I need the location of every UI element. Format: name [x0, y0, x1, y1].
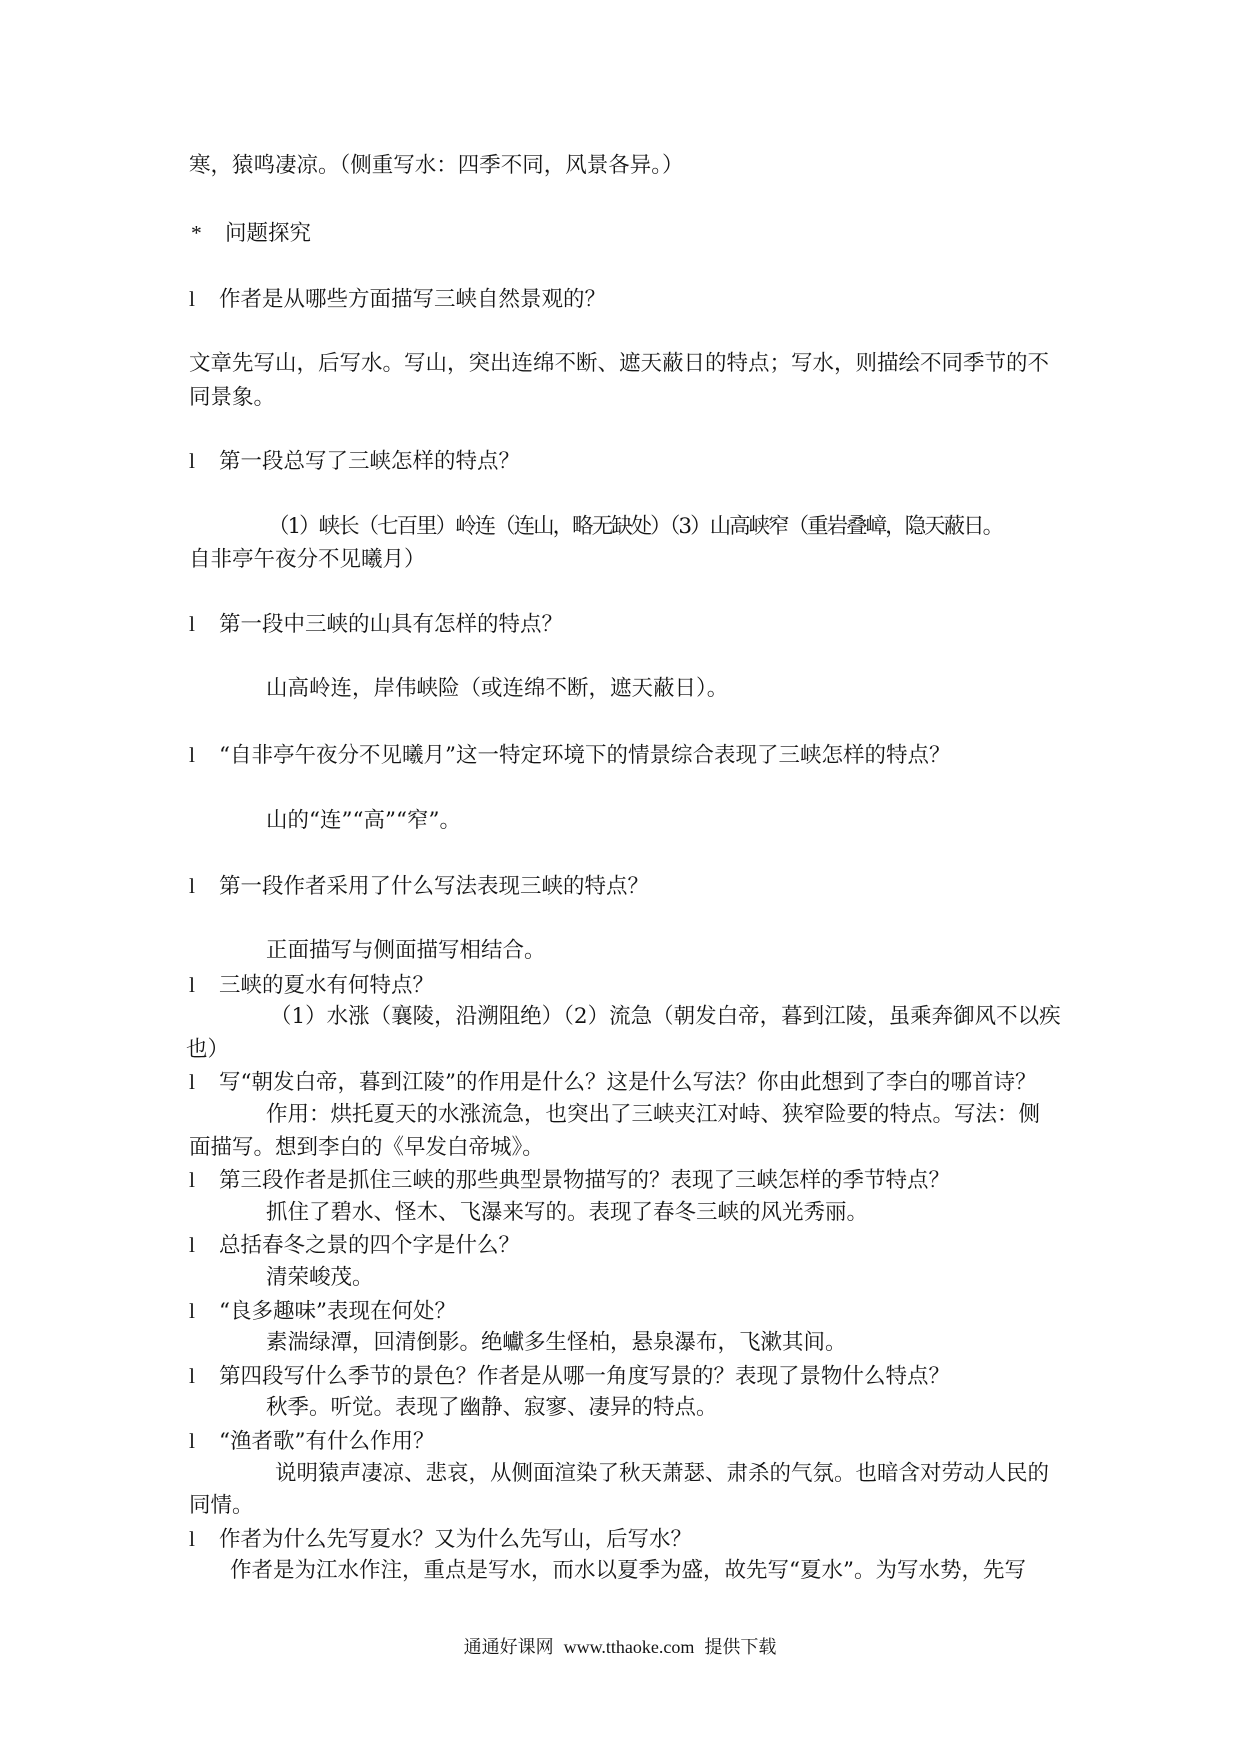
question-text: 第四段写什么季节的景色？作者是从哪一角度写景的？表现了景物什么特点？ [219, 1364, 951, 1389]
question-9 [189, 1233, 520, 1258]
question-11 [189, 1364, 950, 1389]
question-13 [189, 1527, 692, 1552]
bullet-marker: l [189, 1168, 195, 1192]
question-text: 第一段作者采用了什么写法表现三峡的特点？ [219, 874, 650, 899]
question-text: 作者是从哪些方面描写三峡自然景观的？ [219, 287, 607, 312]
footer-url: www.tthaoke.com [563, 1637, 695, 1657]
question-text: “良多趣味”表现在何处？ [219, 1299, 456, 1324]
answer-line: 清荣峻茂。 [266, 1265, 374, 1290]
question-8 [189, 1168, 950, 1193]
bullet-marker: l [189, 1299, 195, 1323]
question-1 [189, 287, 606, 312]
answer-line: 文章先写山，后写水。写山，突出连绵不断、遮天蔽日的特点；写水，则描绘不同季节的不 [189, 351, 1050, 376]
footer-site-name: 通通好课网 [463, 1637, 554, 1658]
question-text: 第一段总写了三峡怎样的特点？ [219, 449, 521, 474]
question-text: “渔者歌”有什么作用？ [219, 1429, 435, 1454]
bullet-marker: l [189, 1364, 195, 1388]
answer-line: 说明猿声凄凉、悲哀，从侧面渲染了秋天萧瑟、肃杀的气氛。也暗含对劳动人民的 [275, 1461, 1050, 1486]
section-title: 问题探究 [225, 221, 312, 246]
bullet-marker: l [189, 449, 195, 473]
question-text: 第一段中三峡的山具有怎样的特点？ [219, 612, 564, 637]
answer-line: 自非亭午夜分不见曦月） [189, 547, 426, 572]
question-2 [189, 449, 520, 474]
answer-line: 山的“连”“高”“窄”。 [266, 808, 461, 833]
question-4 [189, 743, 951, 768]
bullet-marker: l [189, 612, 195, 636]
answer-line: （1）水涨（襄陵，沿溯阻绝）（2）流急（朝发白帝，暮到江陵，虽乘奔御风不以疾 [270, 1004, 1061, 1029]
bullet-marker: l [189, 1070, 195, 1094]
bullet-marker: l [189, 1429, 195, 1453]
bullet-marker: l [189, 1527, 195, 1551]
question-5 [189, 874, 649, 899]
question-3 [189, 612, 563, 637]
bullet-marker: l [189, 743, 195, 767]
answer-line: 同情。 [189, 1493, 254, 1518]
bullet-marker: l [189, 973, 195, 997]
question-text: 三峡的夏水有何特点？ [219, 973, 435, 998]
answer-line: 作者是为江水作注，重点是写水，而水以夏季为盛，故先写“夏水”。为写水势，先写 [230, 1558, 1026, 1583]
answer-line: 正面描写与侧面描写相结合。 [266, 938, 546, 963]
question-7 [189, 1070, 1037, 1095]
answer-line: 秋季。听觉。表现了幽静、寂寥、凄异的特点。 [266, 1395, 718, 1420]
bullet-marker: l [189, 874, 195, 898]
answer-line: 同景象。 [189, 385, 276, 410]
answer-line: （1）峡长（七百里）岭连（连山，略无缺处）（3）山高峡窄（重岩叠嶂，隐天蔽日。 [268, 514, 1003, 539]
bullet-marker: l [189, 1233, 195, 1257]
answer-line: 也） [186, 1037, 230, 1062]
question-10 [189, 1299, 456, 1324]
question-text: 第三段作者是抓住三峡的那些典型景物描写的？表现了三峡怎样的季节特点？ [219, 1168, 951, 1193]
answer-line: 素湍绿潭，回清倒影。绝巘多生怪柏，悬泉瀑布，飞漱其间。 [266, 1330, 847, 1355]
footer-note: 提供下载 [704, 1637, 777, 1658]
question-12 [189, 1429, 434, 1454]
question-text: 写“朝发白帝，暮到江陵”的作用是什么？这是什么写法？你由此想到了李白的哪首诗？ [219, 1070, 1037, 1095]
page-footer [0, 1635, 1240, 1660]
asterisk-marker: * [191, 221, 202, 245]
question-text: “自非亭午夜分不见曦月”这一特定环境下的情景综合表现了三峡怎样的特点？ [219, 743, 951, 768]
continuation-line: 寒，猿鸣凄凉。（侧重写水：四季不同，风景各异。） [189, 153, 684, 178]
bullet-marker: l [189, 287, 195, 311]
question-text: 作者为什么先写夏水？又为什么先写山，后写水？ [219, 1527, 693, 1552]
answer-line: 作用：烘托夏天的水涨流急，也突出了三峡夹江对峙、狭窄险要的特点。写法：侧 [266, 1102, 1041, 1127]
question-text: 总括春冬之景的四个字是什么？ [219, 1233, 521, 1258]
section-heading [191, 221, 311, 246]
answer-line: 山高岭连，岸伟峡险（或连绵不断，遮天蔽日）。 [266, 676, 729, 701]
answer-line: 面描写。想到李白的《早发白帝城》。 [189, 1135, 544, 1160]
question-6 [189, 973, 434, 998]
answer-line: 抓住了碧水、怪木、飞瀑来写的。表现了春冬三峡的风光秀丽。 [266, 1200, 869, 1225]
